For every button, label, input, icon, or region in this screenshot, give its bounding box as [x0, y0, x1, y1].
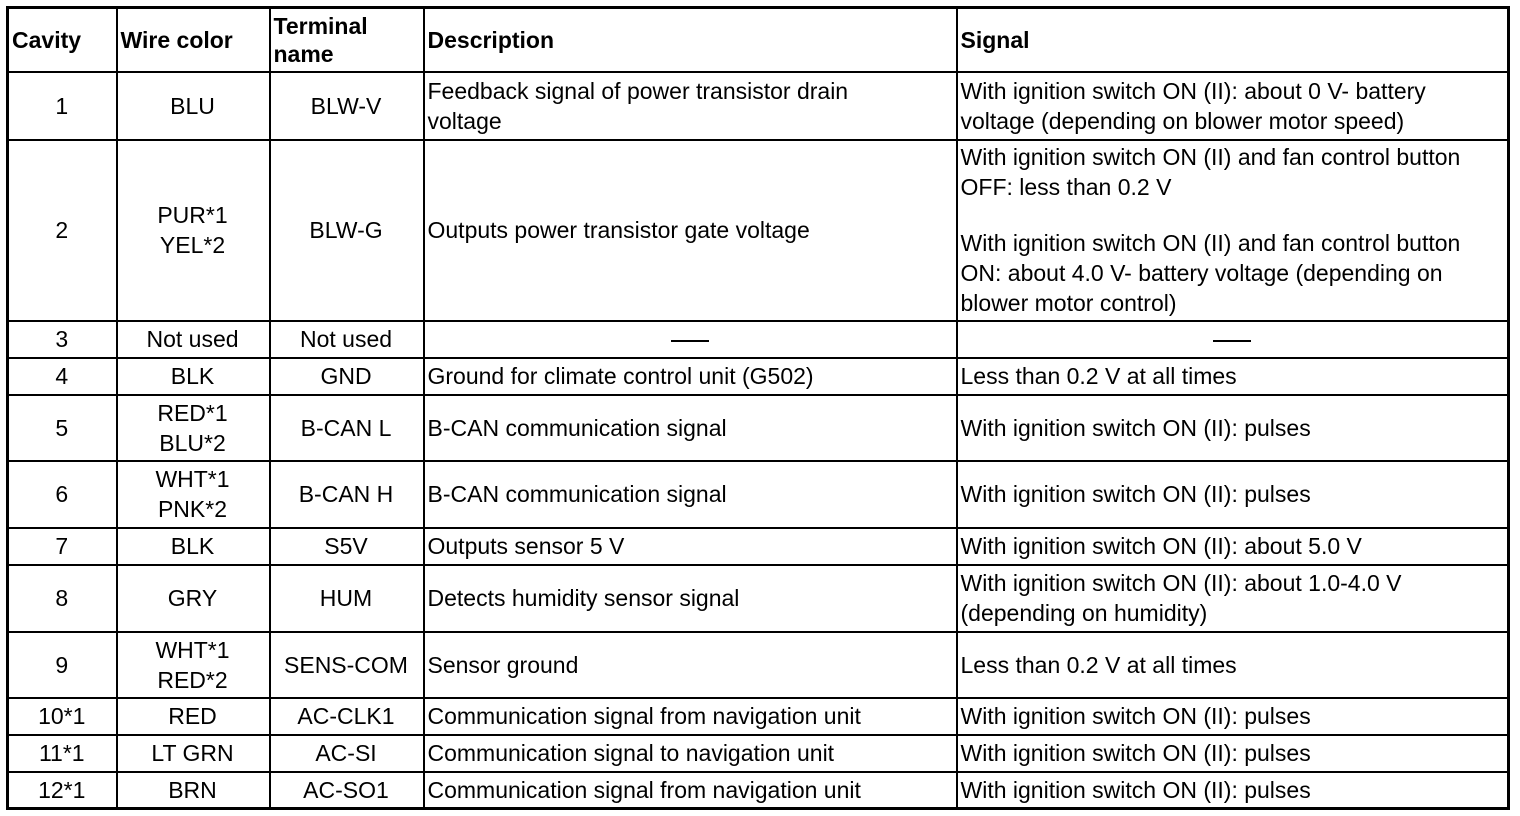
table-row	[8, 321, 1509, 358]
table-row	[8, 698, 1509, 735]
signal-cell	[957, 72, 1509, 140]
table-row	[8, 395, 1509, 461]
wire-color-cell: GRY	[117, 565, 270, 632]
signal-paragraph: With ignition switch ON (II): pulses	[960, 776, 1311, 803]
description-cell	[424, 321, 957, 358]
cavity-cell: 8	[8, 565, 117, 632]
table-row	[8, 565, 1509, 632]
description-cell: Ground for climate control unit (G502)	[424, 358, 957, 395]
cavity-cell: 12*1	[8, 772, 117, 809]
terminal-name-cell: Not used	[270, 321, 424, 358]
table-row	[8, 358, 1509, 395]
wire-color-cell: WHT*1 PNK*2	[117, 461, 270, 528]
cavity-cell: 9	[8, 632, 117, 698]
cavity-cell: 11*1	[8, 735, 117, 772]
cavity-cell: 1	[8, 72, 117, 140]
wire-color-cell: BRN	[117, 772, 270, 809]
table-row	[8, 72, 1509, 140]
description-cell: Feedback signal of power transistor drain voltage	[424, 72, 957, 140]
terminal-name-cell: HUM	[270, 565, 424, 632]
header-terminal-name: Terminal name	[270, 8, 424, 72]
signal-cell	[957, 395, 1509, 461]
description-cell: B-CAN communication signal	[424, 461, 957, 528]
description-cell: Outputs sensor 5 V	[424, 528, 957, 565]
description-cell: Communication signal to navigation unit	[424, 735, 957, 772]
header-wire-color: Wire color	[117, 8, 270, 72]
terminal-name-cell: S5V	[270, 528, 424, 565]
wire-color-cell: LT GRN	[117, 735, 270, 772]
cavity-cell: 7	[8, 528, 117, 565]
cavity-cell: 10*1	[8, 698, 117, 735]
signal-paragraph: Less than 0.2 V at all times	[960, 363, 1237, 389]
signal-cell	[957, 461, 1509, 528]
table-row	[8, 772, 1509, 809]
wire-color-cell: PUR*1 YEL*2	[117, 140, 270, 321]
header-description: Description	[424, 8, 957, 72]
signal-cell	[957, 321, 1509, 358]
terminal-name-cell: BLW-V	[270, 72, 424, 140]
signal-cell	[957, 358, 1509, 395]
pinout-table	[6, 6, 1510, 810]
terminal-name-cell: BLW-G	[270, 140, 424, 321]
signal-paragraph: Less than 0.2 V at all times	[960, 651, 1237, 678]
wire-color-cell: BLU	[117, 72, 270, 140]
description-cell: Communication signal from navigation unit	[424, 772, 957, 809]
signal-cell	[957, 565, 1509, 632]
table-row	[8, 461, 1509, 528]
cavity-cell: 4	[8, 358, 117, 395]
signal-cell	[957, 735, 1509, 772]
signal-paragraph: With ignition switch ON (II): pulses	[960, 703, 1311, 729]
description-cell: B-CAN communication signal	[424, 395, 957, 461]
signal-cell	[957, 528, 1509, 565]
table-row	[8, 735, 1509, 772]
description-cell: Detects humidity sensor signal	[424, 565, 957, 632]
terminal-name-cell: AC-CLK1	[270, 698, 424, 735]
header-cavity: Cavity	[8, 8, 117, 72]
wire-color-cell: WHT*1 RED*2	[117, 632, 270, 698]
terminal-name-cell: B-CAN L	[270, 395, 424, 461]
header-signal: Signal	[957, 8, 1509, 72]
signal-paragraph: With ignition switch ON (II): about 5.0 V	[960, 533, 1362, 559]
description-cell: Communication signal from navigation unit	[424, 698, 957, 735]
header-row	[8, 8, 1509, 72]
wire-color-cell: BLK	[117, 358, 270, 395]
dash-placeholder	[671, 340, 709, 342]
wire-color-cell: RED	[117, 698, 270, 735]
description-cell: Outputs power transistor gate voltage	[424, 140, 957, 321]
cavity-cell: 6	[8, 461, 117, 528]
terminal-name-cell: AC-SI	[270, 735, 424, 772]
cavity-cell: 2	[8, 140, 117, 321]
signal-paragraph: With ignition switch ON (II): pulses	[960, 414, 1311, 441]
terminal-name-cell: B-CAN H	[270, 461, 424, 528]
signal-paragraph: With ignition switch ON (II) and fan control button OFF: less than 0.2 V	[960, 144, 1461, 200]
terminal-name-cell: SENS-COM	[270, 632, 424, 698]
wire-color-cell: Not used	[117, 321, 270, 358]
signal-cell	[957, 772, 1509, 809]
terminal-name-cell: AC-SO1	[270, 772, 424, 809]
cavity-cell: 3	[8, 321, 117, 358]
signal-paragraph: With ignition switch ON (II): about 1.0-4.0 V (depending on humidity)	[960, 570, 1402, 626]
signal-paragraph: With ignition switch ON (II) and fan control button ON: about 4.0 V- battery voltage (depending on blower motor control)	[960, 230, 1461, 316]
cavity-cell: 5	[8, 395, 117, 461]
signal-paragraph: With ignition switch ON (II): pulses	[960, 740, 1311, 766]
wire-color-cell: RED*1 BLU*2	[117, 395, 270, 461]
table-row	[8, 528, 1509, 565]
table-row	[8, 632, 1509, 698]
signal-paragraph: With ignition switch ON (II): pulses	[960, 481, 1311, 507]
signal-paragraph: With ignition switch ON (II): about 0 V- battery voltage (depending on blower motor speed)	[960, 77, 1426, 134]
terminal-name-cell: GND	[270, 358, 424, 395]
dash-placeholder	[1213, 340, 1251, 342]
table-body	[8, 72, 1509, 809]
signal-cell	[957, 140, 1509, 321]
table-row	[8, 140, 1509, 321]
signal-cell	[957, 698, 1509, 735]
description-cell: Sensor ground	[424, 632, 957, 698]
wire-color-cell: BLK	[117, 528, 270, 565]
signal-cell	[957, 632, 1509, 698]
